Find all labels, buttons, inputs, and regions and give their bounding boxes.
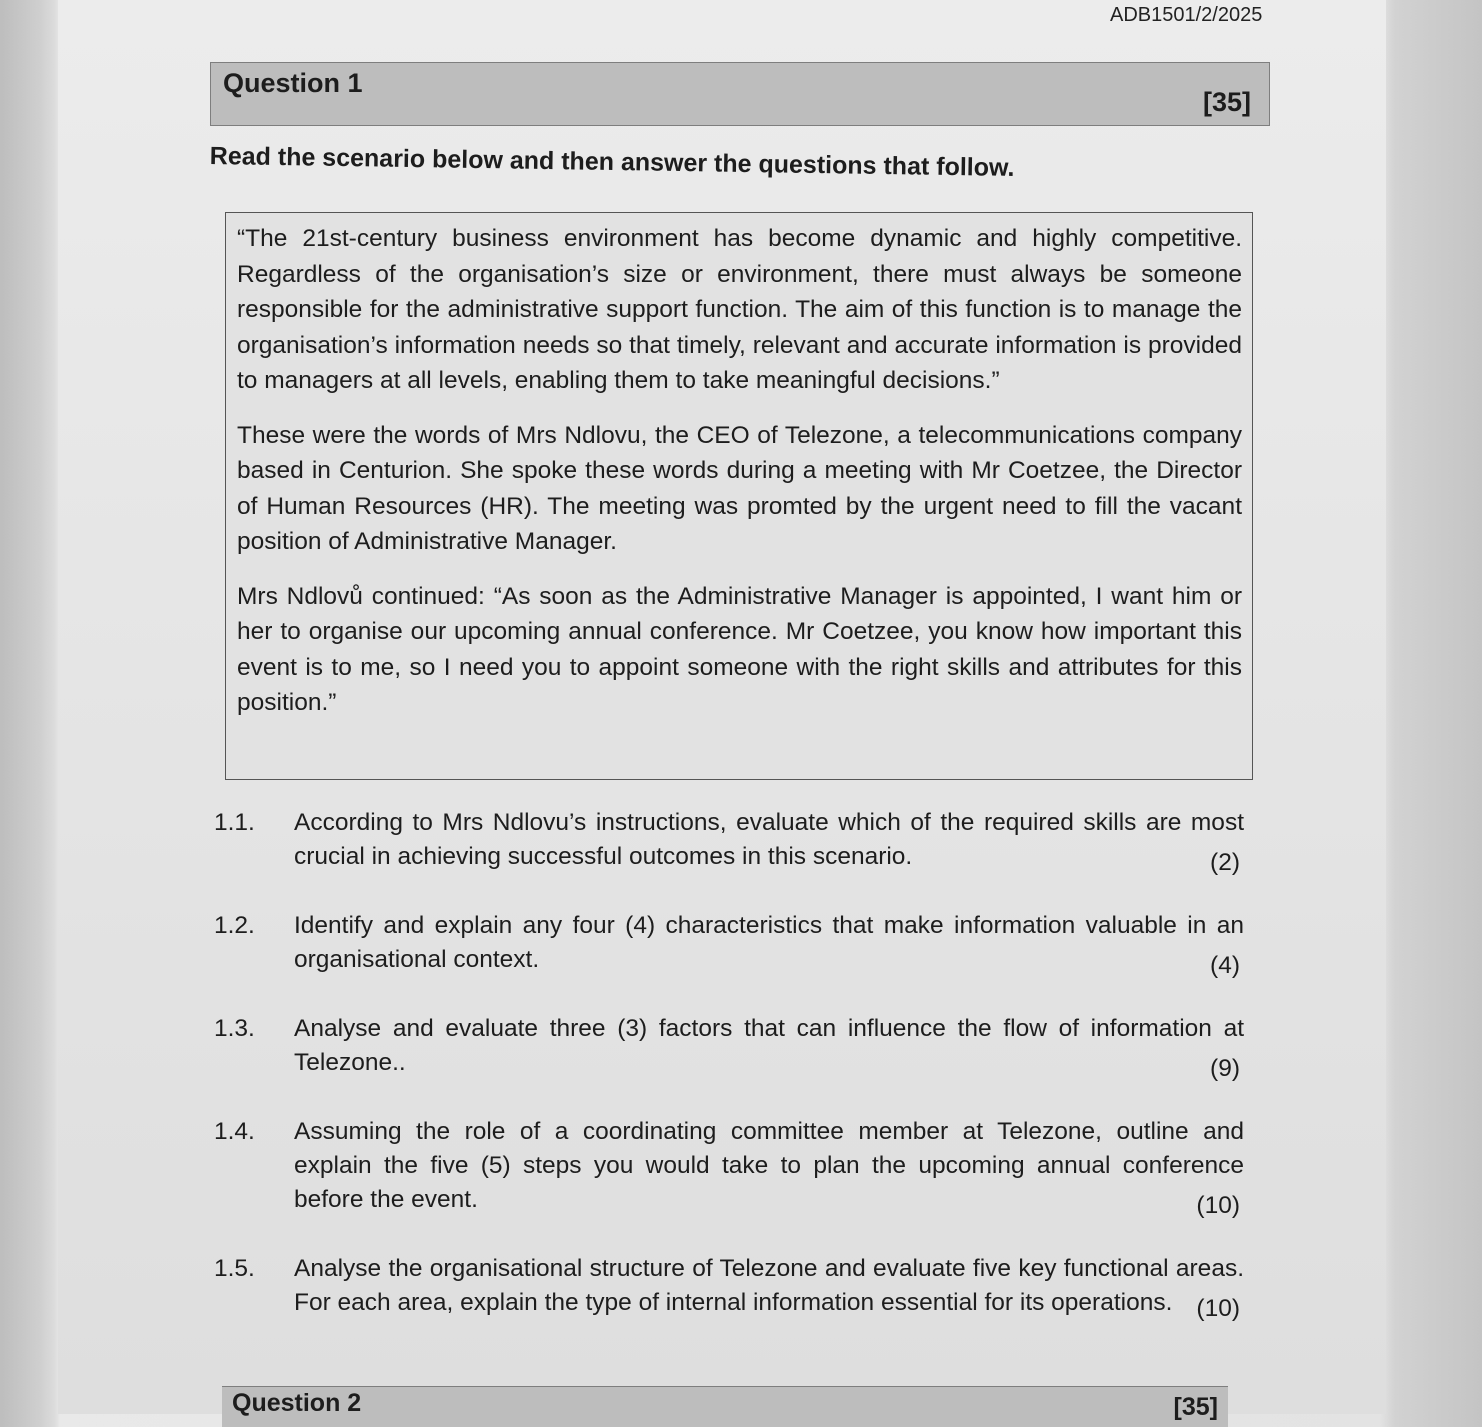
question-2-marks: [35] <box>1173 1393 1218 1421</box>
instruction-text: Read the scenario below and then answer the questions that follow. <box>209 142 1015 182</box>
question-number: 1.4. <box>214 1118 255 1145</box>
question-2-header <box>222 1386 1228 1427</box>
question-text: Analyse and evaluate three (3) factors that can influence the flow of information at Telezone.. <box>294 1015 1244 1076</box>
question-item <box>214 1252 1244 1320</box>
question-marks: (9) <box>1210 1055 1240 1082</box>
question-marks: (10) <box>1196 1192 1240 1219</box>
question-1-header <box>210 62 1270 126</box>
scenario-box <box>225 212 1253 780</box>
scenario-paragraph: Mrs Ndlovů continued: “As soon as the Administrative Manager is appointed, I want him or her to organise our upcoming annual conference. Mr Coetzee, you know how important this event is to me, so I need you to appoint someone with the right skills and attributes for this position.” <box>237 582 1242 716</box>
document-code: ADB1501/2/2025 <box>1110 4 1263 26</box>
question-1-marks: [35] <box>1202 87 1251 117</box>
question-item <box>214 806 1244 874</box>
question-marks: (4) <box>1210 952 1240 979</box>
question-list <box>214 806 1244 1355</box>
question-item <box>214 909 1244 977</box>
question-text: Identify and explain any four (4) characteristics that make information valuable in an organisational context. <box>294 912 1244 973</box>
question-item <box>214 1115 1244 1217</box>
question-1-title: Question 1 <box>223 68 363 98</box>
question-item <box>214 1012 1244 1080</box>
question-text: Analyse the organisational structure of Telezone and evaluate five key functional areas. For each area, explain the type of internal information essential for its operations. <box>294 1255 1244 1316</box>
question-text: Assuming the role of a coordinating committee member at Telezone, outline and explain the five (5) steps you would take to plan the upcoming annual conference before the event. <box>294 1118 1244 1213</box>
question-number: 1.3. <box>214 1015 255 1042</box>
question-number: 1.2. <box>214 912 255 939</box>
question-number: 1.5. <box>214 1255 255 1282</box>
question-2-title: Question 2 <box>232 1389 362 1417</box>
question-text: According to Mrs Ndlovu’s instructions, evaluate which of the required skills are most crucial in achieving successful outcomes in this scenario. <box>294 809 1244 870</box>
question-number: 1.1. <box>214 809 255 836</box>
scenario-paragraph: These were the words of Mrs Ndlovu, the CEO of Telezone, a telecommunications company based in Centurion. She spoke these words during a meeting with Mr Coetzee, the Director of Human Resources (HR). The meeting was promted by the urgent need to fill the vacant position of Administrative Manager. <box>237 421 1242 555</box>
question-marks: (2) <box>1210 849 1240 876</box>
scenario-paragraph: “The 21st-century business environment has become dynamic and highly competitive. Regardless of the organisation’s size or environment, there must always be someone responsible for the administrative support function. The aim of this function is to manage the organisation’s information needs so that timely, relevant and accurate information is provided to managers at all levels, enabling them to take meaningful decisions.” <box>237 225 1242 394</box>
question-marks: (10) <box>1196 1295 1240 1322</box>
